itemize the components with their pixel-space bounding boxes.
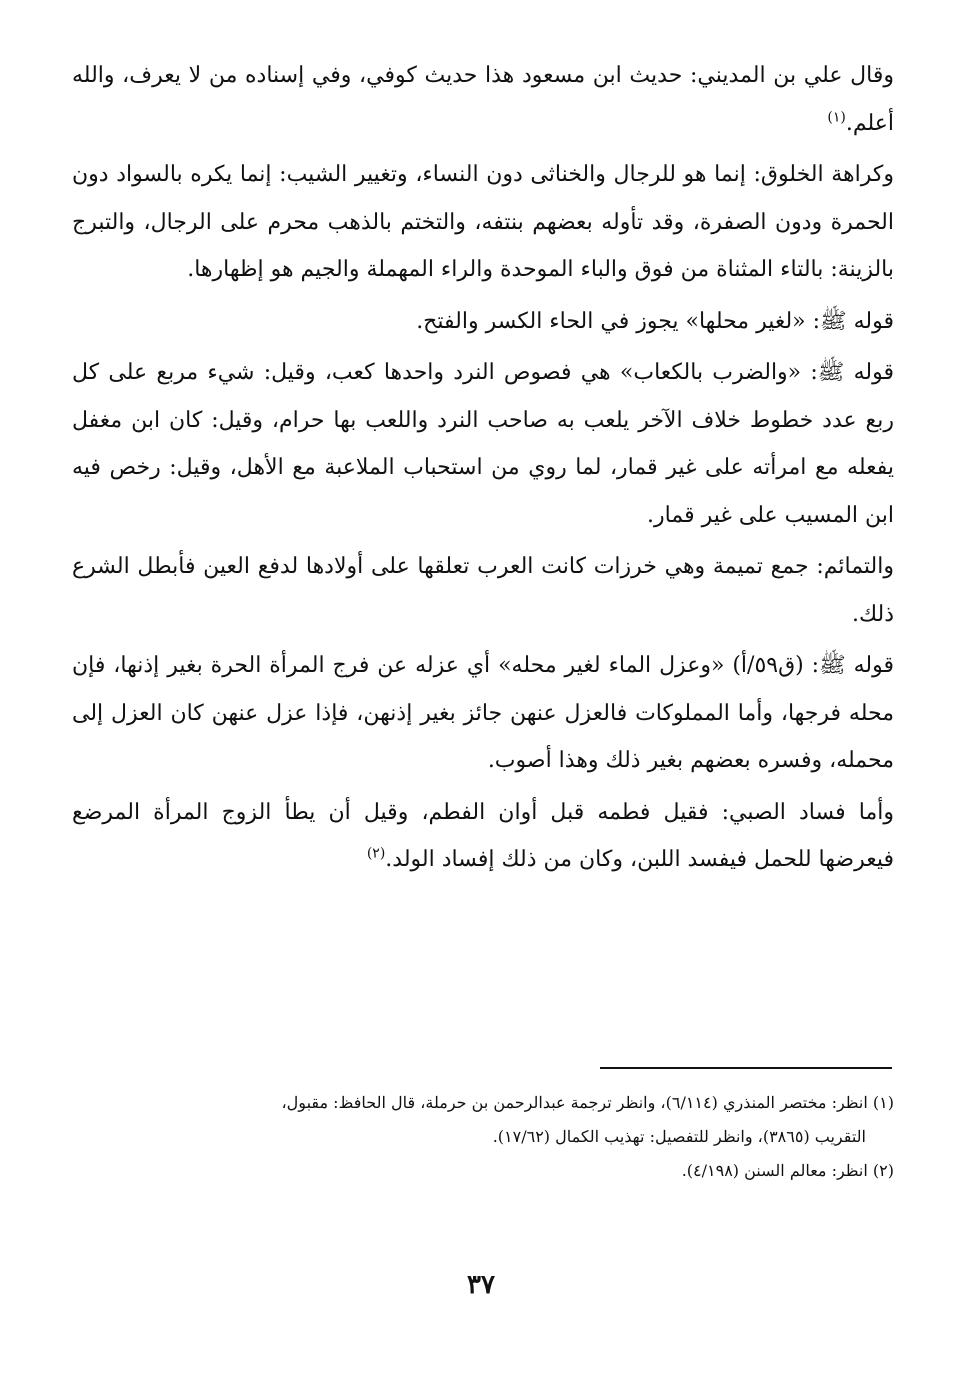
paragraph	[72, 298, 894, 346]
paragraph-text: وقال علي بن المديني: حديث ابن مسعود هذا حديث كوفي، وفي إسناده من لا يعرف، والله أعلم.	[72, 63, 894, 136]
paragraph-text: وأما فساد الصبي: فقيل فطمه قبل أوان الفطم، وقيل أن يطأ الزوج المرأة المرضع فيعرضها للحمل فيفسد اللبن، وكان من ذلك إفساد الولد.	[72, 799, 894, 872]
paragraph-text: والتمائم: جمع تميمة وهي خرزات كانت العرب تعلقها على أولادها لدفع العين فأبطل الشرع ذلك.	[72, 554, 894, 627]
paragraph	[72, 151, 894, 294]
main-text	[72, 52, 894, 888]
footnotes	[72, 1086, 894, 1188]
paragraph-text: وكراهة الخلوق: إنما هو للرجال والخناثى دون النساء، وتغيير الشيب: إنما يكره بالسواد دون الحمرة ودون الصفرة، وقد تأوله بعضهم بنتفه، والتختم بالذهب محرم على الرجال، والتبرج بالزينة: بالتاء المثناة من فوق والباء الموحدة والراء المهملة والجيم هو إظهارها.	[72, 162, 894, 282]
paragraph-text: قوله ﷺ: «لغير محلها» يجوز في الحاء الكسر والفتح.	[416, 308, 894, 334]
paragraph	[72, 349, 894, 539]
paragraph-text: قوله ﷺ: «والضرب بالكعاب» هي فصوص النرد واحدها كعب، وقيل: شيء مربع على كل ربع عدد خطوط خلاف الآخر يلعب به صاحب النرد واللعب بها حرام، وقيل: كان ابن مغفل يفعله مع امرأته على غير قمار، لما روي من استحباب الملاعبة مع الأهل، وقيل: رخص فيه ابن المسيب على غير قمار.	[72, 360, 894, 528]
footnote-2: (٢) انظر: معالم السنن (٤/١٩٨).	[681, 1161, 894, 1180]
footnote-1-continuation: التقريب (٣٨٦٥)، وانظر للتفصيل: تهذيب الكمال (١٧/٦٢).	[492, 1127, 866, 1146]
page-number: ٣٧	[467, 1270, 495, 1300]
footnote-divider	[600, 1067, 892, 1069]
footnote-ref[interactable]: (١)	[827, 109, 846, 126]
paragraph	[72, 642, 894, 785]
paragraph	[72, 52, 894, 147]
footnote-1: (١) انظر: مختصر المنذري (٦/١١٤)، وانظر ترجمة عبدالرحمن بن حرملة، قال الحافظ: مقبول،	[281, 1093, 894, 1112]
paragraph	[72, 543, 894, 638]
footnote-ref[interactable]: (٢)	[366, 845, 386, 862]
paragraph-text: قوله ﷺ: (ق٥٩/أ) «وعزل الماء لغير محله» أي عزله عن فرج المرأة الحرة بغير إذنها، فإن محله فرجها، وأما المملوكات فالعزل عنهن جائز بغير إذنهن، فإذا عزل عنهن كان العزل إلى محمله، وفسره بعضهم بغير ذلك وهذا أصوب.	[72, 653, 894, 773]
paragraph	[72, 789, 894, 884]
